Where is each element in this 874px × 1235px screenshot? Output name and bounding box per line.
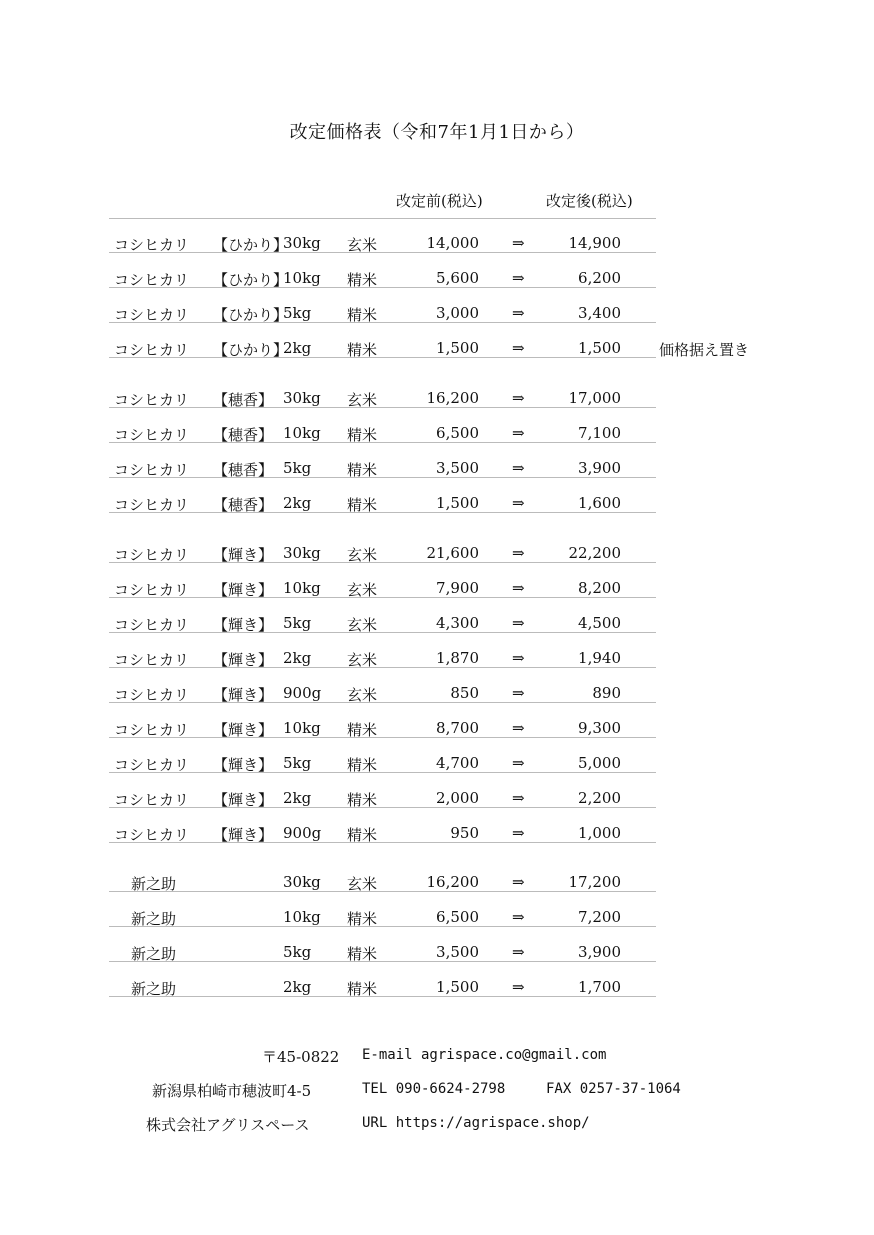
weight-cell: 5kg (283, 304, 312, 322)
brand-cell: コシヒカリ (114, 306, 190, 324)
price-after-cell: 6,200 (578, 269, 621, 287)
arrow-cell: ⇒ (512, 789, 525, 807)
arrow-cell: ⇒ (512, 754, 525, 772)
arrow-cell: ⇒ (512, 908, 525, 926)
table-row (109, 563, 656, 598)
brand-cell: コシヒカリ (114, 826, 190, 844)
grade-cell: 【ひかり】 (213, 341, 289, 359)
note-cell: 価格据え置き (659, 341, 750, 359)
price-before-cell: 5,600 (436, 269, 479, 287)
table-row (109, 808, 656, 843)
type-cell: 精米 (347, 945, 378, 963)
header-after: 改定後(税込) (546, 192, 633, 210)
brand-cell: コシヒカリ (114, 616, 190, 634)
table-row (109, 703, 656, 738)
grade-cell: 【穂香】 (213, 391, 274, 409)
weight-cell: 30kg (283, 234, 321, 252)
arrow-cell: ⇒ (512, 614, 525, 632)
weight-cell: 5kg (283, 614, 312, 632)
weight-cell: 5kg (283, 459, 312, 477)
price-before-cell: 1,500 (436, 494, 479, 512)
price-before-cell: 4,300 (436, 614, 479, 632)
type-cell: 精米 (347, 791, 378, 809)
brand-cell: コシヒカリ (114, 721, 190, 739)
price-after-cell: 9,300 (578, 719, 621, 737)
grade-cell: 【輝き】 (213, 686, 274, 704)
price-after-cell: 1,500 (578, 339, 621, 357)
weight-cell: 2kg (283, 978, 312, 996)
price-before-cell: 1,500 (436, 978, 479, 996)
price-before-cell: 14,000 (426, 234, 479, 252)
weight-cell: 900g (283, 684, 322, 702)
type-cell: 精米 (347, 496, 378, 514)
weight-cell: 2kg (283, 339, 312, 357)
grade-cell: 【穂香】 (213, 461, 274, 479)
arrow-cell: ⇒ (512, 719, 525, 737)
weight-cell: 30kg (283, 544, 321, 562)
arrow-cell: ⇒ (512, 234, 525, 252)
weight-cell: 10kg (283, 908, 321, 926)
arrow-cell: ⇒ (512, 269, 525, 287)
arrow-cell: ⇒ (512, 579, 525, 597)
table-row (109, 927, 656, 962)
grade-cell: 【ひかり】 (213, 306, 289, 324)
type-cell: 精米 (347, 461, 378, 479)
grade-cell: 【輝き】 (213, 791, 274, 809)
weight-cell: 2kg (283, 494, 312, 512)
arrow-cell: ⇒ (512, 684, 525, 702)
arrow-cell: ⇒ (512, 544, 525, 562)
arrow-cell: ⇒ (512, 389, 525, 407)
grade-cell: 【ひかり】 (213, 271, 289, 289)
type-cell: 玄米 (347, 686, 378, 704)
price-before-cell: 3,500 (436, 459, 479, 477)
table-row (109, 857, 656, 892)
weight-cell: 2kg (283, 649, 312, 667)
price-before-cell: 7,900 (436, 579, 479, 597)
weight-cell: 10kg (283, 269, 321, 287)
table-row (109, 633, 656, 668)
type-cell: 精米 (347, 721, 378, 739)
type-cell: 玄米 (347, 391, 378, 409)
table-row (109, 323, 750, 359)
footer-fax: FAX 0257-37-1064 (546, 1081, 681, 1097)
price-after-cell: 22,200 (568, 544, 621, 562)
table-row (109, 443, 656, 478)
price-before-cell: 8,700 (436, 719, 479, 737)
footer-tel: TEL 090-6624-2798 (362, 1081, 506, 1097)
arrow-cell: ⇒ (512, 459, 525, 477)
brand-cell: 新之助 (131, 910, 177, 928)
brand-cell: コシヒカリ (114, 341, 190, 359)
price-after-cell: 17,200 (568, 873, 621, 891)
grade-cell: 【輝き】 (213, 721, 274, 739)
footer-company: 株式会社アグリスペース (146, 1116, 310, 1134)
brand-cell: コシヒカリ (114, 496, 190, 514)
arrow-cell: ⇒ (512, 494, 525, 512)
weight-cell: 10kg (283, 719, 321, 737)
arrow-cell: ⇒ (512, 304, 525, 322)
table-row (109, 773, 656, 808)
table-row (109, 962, 656, 997)
price-after-cell: 1,000 (578, 824, 621, 842)
price-after-cell: 14,900 (568, 234, 621, 252)
price-before-cell: 3,500 (436, 943, 479, 961)
price-after-cell: 7,200 (578, 908, 621, 926)
price-before-cell: 1,870 (436, 649, 479, 667)
footer-url: URL https://agrispace.shop/ (362, 1115, 590, 1131)
brand-cell: 新之助 (131, 945, 177, 963)
arrow-cell: ⇒ (512, 424, 525, 442)
grade-cell: 【輝き】 (213, 826, 274, 844)
brand-cell: コシヒカリ (114, 581, 190, 599)
brand-cell: 新之助 (131, 875, 177, 893)
type-cell: 精米 (347, 826, 378, 844)
price-before-cell: 2,000 (436, 789, 479, 807)
page-title: 改定価格表（令和7年1月1日から） (289, 122, 585, 143)
type-cell: 精米 (347, 306, 378, 324)
table-row (109, 738, 656, 773)
table-row (109, 668, 656, 703)
type-cell: 精米 (347, 426, 378, 444)
arrow-cell: ⇒ (512, 649, 525, 667)
grade-cell: 【輝き】 (213, 651, 274, 669)
price-before-cell: 16,200 (426, 873, 479, 891)
price-after-cell: 1,600 (578, 494, 621, 512)
price-before-cell: 3,000 (436, 304, 479, 322)
grade-cell: 【穂香】 (213, 496, 274, 514)
price-after-cell: 3,900 (578, 943, 621, 961)
brand-cell: コシヒカリ (114, 461, 190, 479)
price-after-cell: 17,000 (568, 389, 621, 407)
type-cell: 精米 (347, 271, 378, 289)
brand-cell: コシヒカリ (114, 271, 190, 289)
price-after-cell: 8,200 (578, 579, 621, 597)
grade-cell: 【輝き】 (213, 616, 274, 634)
grade-cell: 【輝き】 (213, 581, 274, 599)
weight-cell: 30kg (283, 873, 321, 891)
header-before: 改定前(税込) (396, 192, 483, 210)
weight-cell: 10kg (283, 424, 321, 442)
grade-cell: 【ひかり】 (213, 236, 289, 254)
brand-cell: コシヒカリ (114, 391, 190, 409)
price-before-cell: 1,500 (436, 339, 479, 357)
price-after-cell: 1,940 (578, 649, 621, 667)
price-before-cell: 6,500 (436, 424, 479, 442)
table-row (109, 478, 656, 513)
table-row (109, 218, 656, 253)
type-cell: 精米 (347, 980, 378, 998)
type-cell: 玄米 (347, 616, 378, 634)
weight-cell: 30kg (283, 389, 321, 407)
price-before-cell: 6,500 (436, 908, 479, 926)
price-before-cell: 16,200 (426, 389, 479, 407)
footer-postal: 〒45-0822 (262, 1048, 340, 1066)
weight-cell: 2kg (283, 789, 312, 807)
brand-cell: コシヒカリ (114, 546, 190, 564)
arrow-cell: ⇒ (512, 824, 525, 842)
arrow-cell: ⇒ (512, 978, 525, 996)
price-before-cell: 4,700 (436, 754, 479, 772)
grade-cell: 【輝き】 (213, 756, 274, 774)
weight-cell: 5kg (283, 754, 312, 772)
arrow-cell: ⇒ (512, 943, 525, 961)
price-after-cell: 3,400 (578, 304, 621, 322)
type-cell: 精米 (347, 756, 378, 774)
table-row (109, 408, 656, 443)
type-cell: 精米 (347, 910, 378, 928)
table-row (109, 373, 656, 408)
brand-cell: コシヒカリ (114, 686, 190, 704)
weight-cell: 5kg (283, 943, 312, 961)
weight-cell: 10kg (283, 579, 321, 597)
footer-email: E-mail agrispace.co@gmail.com (362, 1047, 607, 1063)
grade-cell: 【穂香】 (213, 426, 274, 444)
price-after-cell: 2,200 (578, 789, 621, 807)
price-after-cell: 7,100 (578, 424, 621, 442)
table-row (109, 528, 656, 563)
brand-cell: コシヒカリ (114, 651, 190, 669)
price-before-cell: 21,600 (426, 544, 479, 562)
footer-address: 新潟県柏崎市穂波町4-5 (152, 1082, 312, 1100)
price-after-cell: 5,000 (578, 754, 621, 772)
price-after-cell: 1,700 (578, 978, 621, 996)
table-row (109, 253, 656, 288)
type-cell: 精米 (347, 341, 378, 359)
table-row (109, 598, 656, 633)
arrow-cell: ⇒ (512, 339, 525, 357)
table-row (109, 892, 656, 927)
price-after-cell: 4,500 (578, 614, 621, 632)
type-cell: 玄米 (347, 236, 378, 254)
weight-cell: 900g (283, 824, 322, 842)
brand-cell: コシヒカリ (114, 756, 190, 774)
arrow-cell: ⇒ (512, 873, 525, 891)
price-before-cell: 950 (450, 824, 479, 842)
price-before-cell: 850 (450, 684, 479, 702)
brand-cell: 新之助 (131, 980, 177, 998)
type-cell: 玄米 (347, 651, 378, 669)
price-after-cell: 890 (592, 684, 621, 702)
table-row (109, 288, 656, 323)
type-cell: 玄米 (347, 546, 378, 564)
type-cell: 玄米 (347, 581, 378, 599)
brand-cell: コシヒカリ (114, 236, 190, 254)
price-after-cell: 3,900 (578, 459, 621, 477)
grade-cell: 【輝き】 (213, 546, 274, 564)
brand-cell: コシヒカリ (114, 426, 190, 444)
brand-cell: コシヒカリ (114, 791, 190, 809)
type-cell: 玄米 (347, 875, 378, 893)
